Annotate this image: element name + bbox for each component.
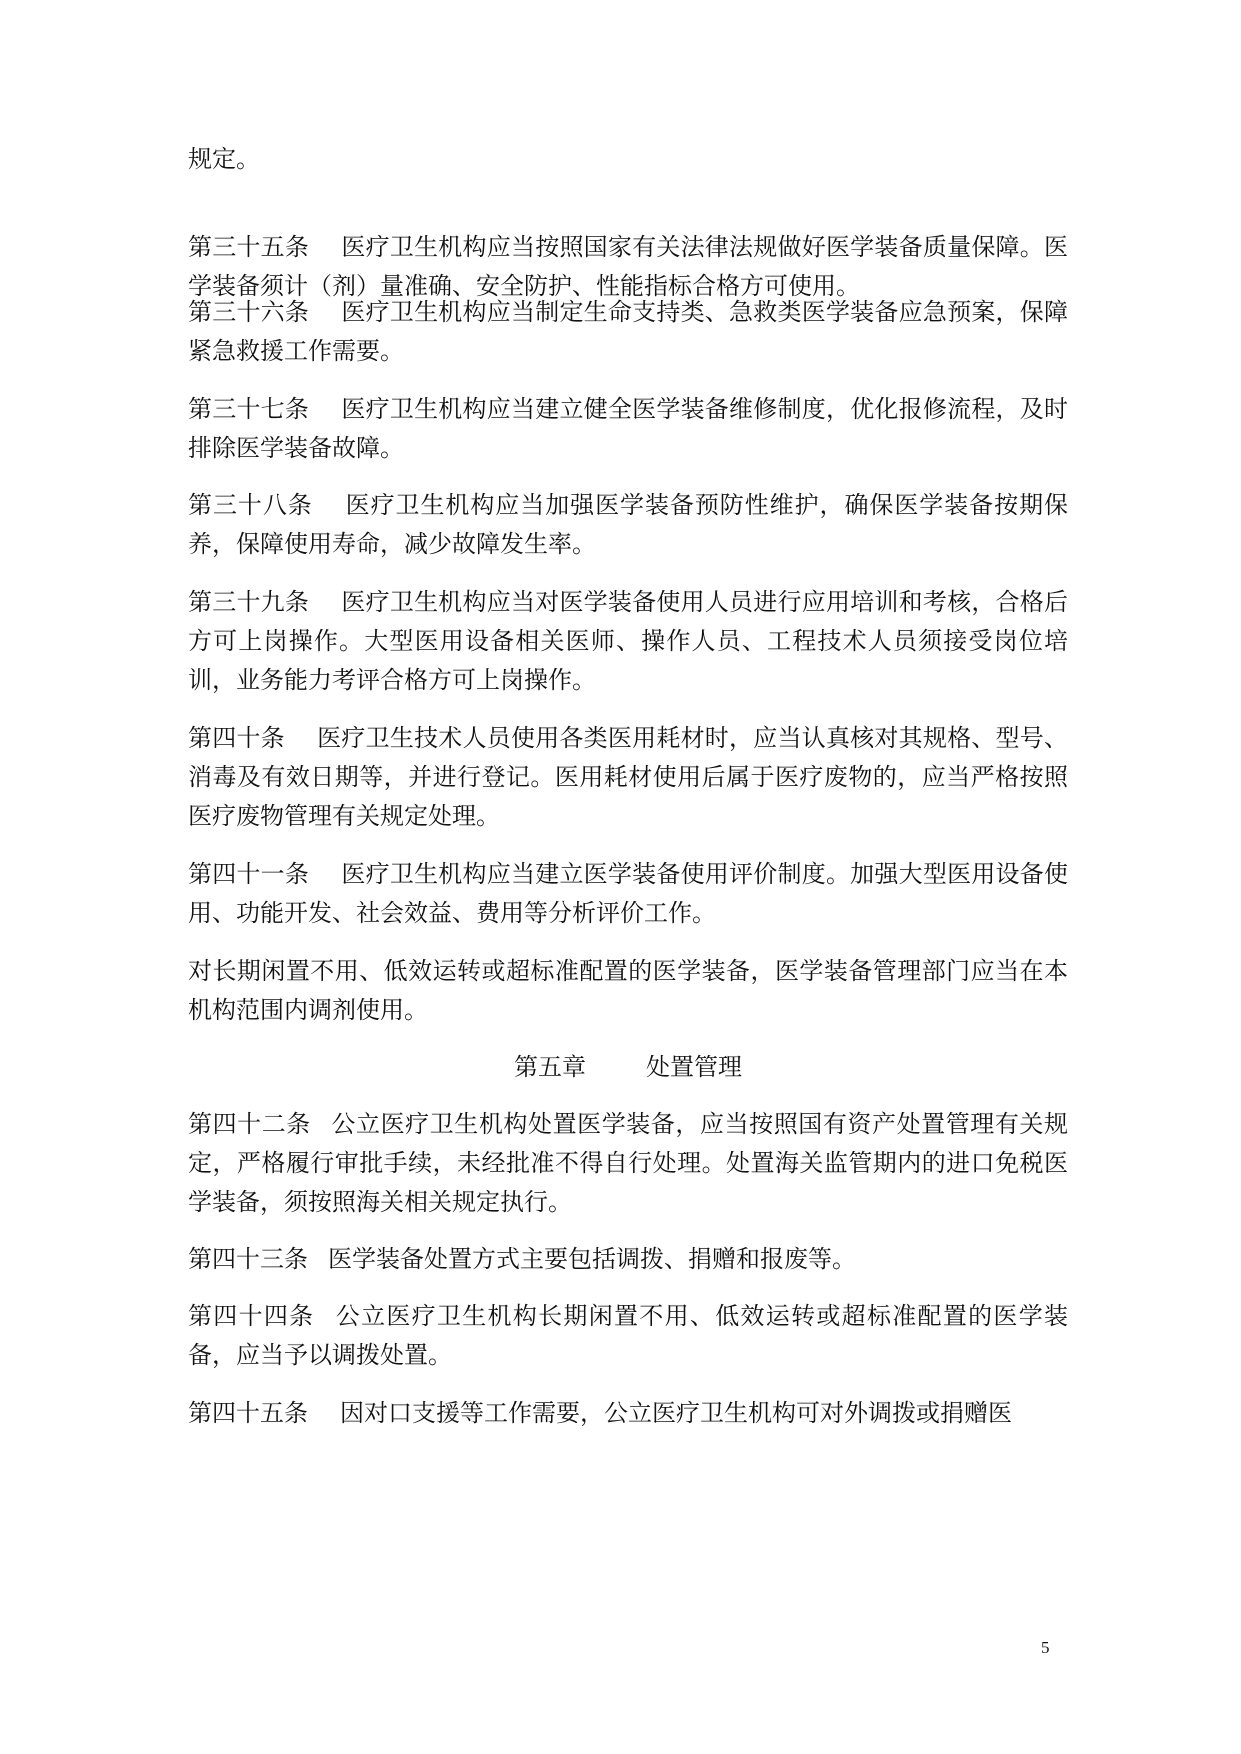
paragraph-idle-equipment — [188, 952, 1068, 1030]
article-text: 医学装备处置方式主要包括调拨、捐赠和报废等。 — [328, 1245, 856, 1273]
page-number: 5 — [1041, 1638, 1050, 1657]
article-number: 第三十七条 — [188, 395, 310, 423]
article-number: 第三十六条 — [188, 298, 310, 326]
paragraph-text: 规定。 — [188, 145, 260, 173]
article-text: 医疗卫生机构应当按照国家有关法律法规做好医学装备质量保障。医学装备须计（剂）量准确、安全防护、性能指标合格方可使用。 — [188, 233, 1069, 300]
article-text: 医疗卫生机构应当加强医学装备预防性维护，确保医学装备按期保养，保障使用寿命，减少故障发生率。 — [188, 491, 1069, 558]
article-number: 第三十五条 — [188, 233, 310, 261]
paragraph-text: 对长期闲置不用、低效运转或超标准配置的医学装备，医学装备管理部门应当在本机构范围内调剂使用。 — [188, 957, 1068, 1024]
article-45 — [188, 1394, 1068, 1433]
article-37 — [188, 390, 1068, 468]
article-text: 公立医疗卫生机构长期闲置不用、低效运转或超标准配置的医学装备，应当予以调拨处置。 — [188, 1302, 1069, 1369]
chapter-number: 第五章 — [514, 1053, 586, 1081]
article-text: 医疗卫生机构应当建立健全医学装备维修制度，优化报修流程，及时排除医学装备故障。 — [188, 395, 1069, 462]
article-number: 第三十八条 — [188, 491, 313, 519]
article-number: 第四十五条 — [188, 1399, 308, 1427]
document-page — [188, 0, 1068, 1754]
article-number: 第四十二条 — [188, 1110, 311, 1138]
article-text: 因对口支援等工作需要，公立医疗卫生机构可对外调拨或捐赠医 — [340, 1399, 1012, 1427]
article-number: 第四十条 — [188, 724, 285, 752]
paragraph-continued — [188, 140, 1068, 179]
article-text: 公立医疗卫生机构处置医学装备，应当按照国有资产处置管理有关规定，严格履行审批手续，未经批准不得自行处理。处置海关监管期内的进口免税医学装备，须按照海关相关规定执行。 — [188, 1110, 1068, 1216]
article-text: 医疗卫生机构应当建立医学装备使用评价制度。加强大型医用设备使用、功能开发、社会效益、费用等分析评价工作。 — [188, 860, 1069, 927]
article-text: 医疗卫生机构应当制定生命支持类、急救类医学装备应急预案，保障紧急救援工作需要。 — [188, 298, 1069, 365]
article-number: 第四十一条 — [188, 860, 310, 888]
article-41 — [188, 855, 1068, 933]
article-number: 第三十九条 — [188, 588, 310, 616]
article-36 — [188, 293, 1068, 371]
chapter-heading — [188, 1048, 1068, 1087]
article-40 — [188, 719, 1068, 836]
chapter-title: 处置管理 — [646, 1053, 742, 1081]
article-42 — [188, 1105, 1068, 1222]
article-39 — [188, 583, 1068, 700]
article-text: 医疗卫生技术人员使用各类医用耗材时，应当认真核对其规格、型号、消毒及有效日期等，并进行登记。医用耗材使用后属于医疗废物的，应当严格按照医疗废物管理有关规定处理。 — [188, 724, 1069, 830]
article-number: 第四十四条 — [188, 1302, 315, 1330]
article-43 — [188, 1240, 1068, 1279]
article-number: 第四十三条 — [188, 1245, 308, 1273]
article-44 — [188, 1297, 1068, 1375]
article-text: 医疗卫生机构应当对医学装备使用人员进行应用培训和考核，合格后方可上岗操作。大型医用设备相关医师、操作人员、工程技术人员须接受岗位培训，业务能力考评合格方可上岗操作。 — [188, 588, 1069, 694]
article-38 — [188, 486, 1068, 564]
